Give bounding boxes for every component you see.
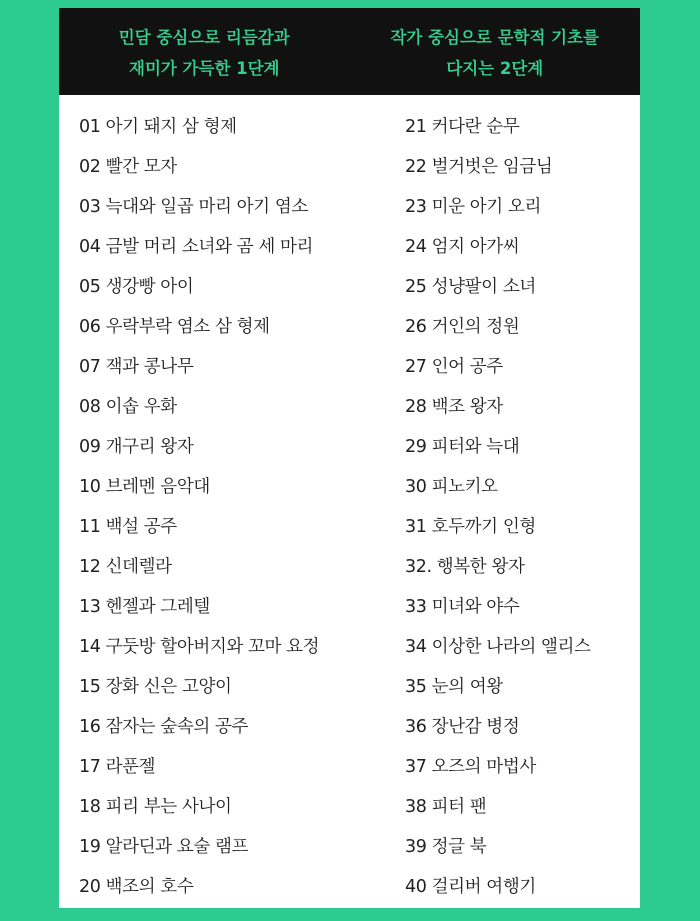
list-item: 07 잭과 콩나무 bbox=[79, 357, 194, 377]
list-item: 29 피터와 늑대 bbox=[405, 437, 520, 457]
list-item: 22 벌거벗은 임금님 bbox=[405, 157, 553, 177]
list-item: 32. 행복한 왕자 bbox=[405, 557, 525, 577]
stage-2-heading-line-1: 작가 중심으로 문학적 기초를 bbox=[390, 27, 599, 47]
title-lists bbox=[59, 107, 640, 921]
list-item: 23 미운 아기 오리 bbox=[405, 197, 541, 217]
list-item: 05 생강빵 아이 bbox=[79, 277, 194, 297]
list-item: 35 눈의 여왕 bbox=[405, 677, 503, 697]
stage-2-heading-line-2: 다지는 2단계 bbox=[446, 58, 544, 78]
stage-1-heading-line-1: 민담 중심으로 리듬감과 bbox=[118, 27, 290, 47]
list-item: 18 피리 부는 사나이 bbox=[79, 797, 232, 817]
stage-1-title-list bbox=[59, 107, 405, 921]
list-item: 27 인어 공주 bbox=[405, 357, 503, 377]
list-item: 14 구둣방 할아버지와 꼬마 요정 bbox=[79, 637, 320, 657]
stage-2-heading bbox=[350, 8, 641, 95]
list-item: 26 거인의 정원 bbox=[405, 317, 520, 337]
list-item: 12 신데렐라 bbox=[79, 557, 172, 577]
list-item: 20 백조의 호수 bbox=[79, 877, 194, 897]
list-item: 38 피터 팬 bbox=[405, 797, 487, 817]
list-item: 37 오즈의 마법사 bbox=[405, 757, 536, 777]
list-item: 21 커다란 순무 bbox=[405, 117, 520, 137]
list-item: 30 피노키오 bbox=[405, 477, 498, 497]
stage-2-title-list bbox=[405, 107, 640, 921]
list-item: 11 백설 공주 bbox=[79, 517, 177, 537]
list-item: 06 우락부락 염소 삼 형제 bbox=[79, 317, 270, 337]
list-item: 10 브레멘 음악대 bbox=[79, 477, 210, 497]
list-item: 09 개구리 왕자 bbox=[79, 437, 194, 457]
list-item: 40 걸리버 여행기 bbox=[405, 877, 536, 897]
header-bar bbox=[59, 8, 640, 95]
list-item: 13 헨젤과 그레텔 bbox=[79, 597, 210, 617]
list-item: 31 호두까기 인형 bbox=[405, 517, 536, 537]
list-item: 01 아기 돼지 삼 형제 bbox=[79, 117, 237, 137]
list-item: 25 성냥팔이 소녀 bbox=[405, 277, 536, 297]
list-item: 19 알라딘과 요술 램프 bbox=[79, 837, 248, 857]
list-item: 08 이솝 우화 bbox=[79, 397, 177, 417]
list-item: 03 늑대와 일곱 마리 아기 염소 bbox=[79, 197, 308, 217]
stage-1-heading-line-2: 재미가 가득한 1단계 bbox=[129, 58, 280, 78]
list-item: 36 장난감 병정 bbox=[405, 717, 520, 737]
list-item: 24 엄지 아가씨 bbox=[405, 237, 520, 257]
list-item: 02 빨간 모자 bbox=[79, 157, 177, 177]
list-item: 34 이상한 나라의 앨리스 bbox=[405, 637, 591, 657]
list-item: 17 라푼젤 bbox=[79, 757, 156, 777]
list-item: 16 잠자는 숲속의 공주 bbox=[79, 717, 248, 737]
content-panel bbox=[59, 8, 640, 908]
list-item: 04 금발 머리 소녀와 곰 세 마리 bbox=[79, 237, 313, 257]
list-item: 33 미녀와 야수 bbox=[405, 597, 520, 617]
stage-1-heading bbox=[59, 8, 350, 95]
list-item: 15 장화 신은 고양이 bbox=[79, 677, 232, 697]
list-item: 39 정글 북 bbox=[405, 837, 487, 857]
list-item: 28 백조 왕자 bbox=[405, 397, 503, 417]
